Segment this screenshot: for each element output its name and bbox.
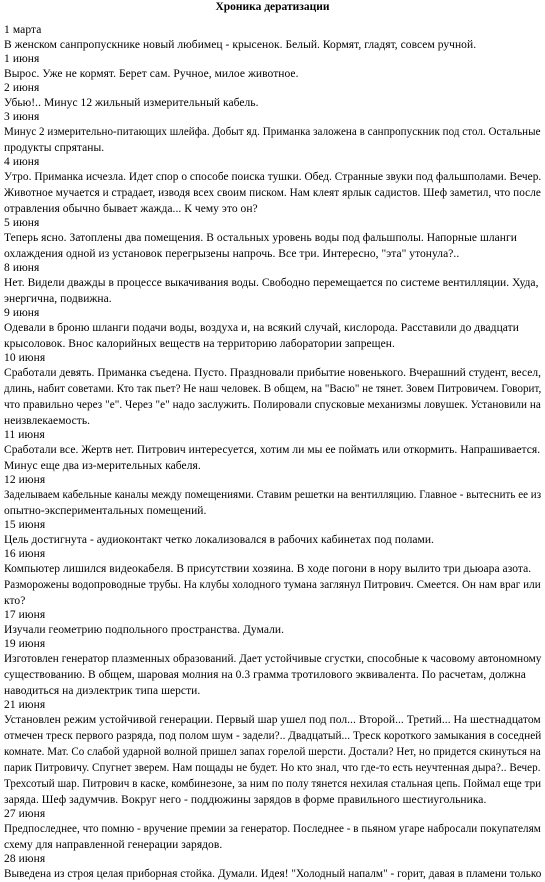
entry-text <box>4 365 541 429</box>
entry-text-line: отмечен треск первого разряда, под полом шум - задели?.. Двадцатый... Треск короткого замыкания в соседней <box>4 730 542 742</box>
entry-text <box>4 320 541 352</box>
diary-entry <box>4 262 541 307</box>
entry-text-line: Компьютер лишился видеокабеля. В присутствии хозяина. В ходе погони в нору вылито три дьюара азота. <box>4 563 532 575</box>
entry-date: 9 июня <box>4 307 40 319</box>
entry-text <box>4 169 541 217</box>
entry-date: 27 июня <box>4 808 46 820</box>
entry-text-line: длинь, набит советами. Кто так пьет? Не наш человек. В общем, на "Васю" не тянет. Зовем Питровичем. Говорит, <box>4 383 542 395</box>
entry-text-line: энергична, подвижна. <box>4 293 112 305</box>
entry-text-line: продукты спрятаны. <box>4 142 105 154</box>
entry-text-line: кто? <box>4 595 26 607</box>
entry-date: 1 марта <box>4 24 42 36</box>
diary-entry <box>4 474 541 519</box>
entry-date: 21 июня <box>4 699 46 711</box>
entry-text-line: охлаждения одной из установок перегрызены напрочь. Все три. Интересно, "эта" утонула?.. <box>4 248 460 260</box>
entry-text <box>4 275 541 307</box>
entry-text <box>4 124 541 156</box>
diary-entry <box>4 808 541 853</box>
entry-date: 2 июня <box>4 82 40 94</box>
diary-entry <box>4 111 541 156</box>
diary-entry <box>4 609 541 638</box>
entry-text-line: неизвлекаемость. <box>4 415 91 427</box>
entry-text-line: Изучали геометрию подпольного пространства. Думали. <box>4 624 284 636</box>
entry-text-line: Одевали в броню шланги подачи воды, воздуха и, на всякий случай, кислорода. Расставили до двадцати <box>4 322 519 334</box>
diary-entry <box>4 156 541 217</box>
diary-entry <box>4 548 541 609</box>
entry-text-line: Сработали девять. Приманка съедена. Пусто. Праздновали прибытие новенького. Вчерашний студент, весел, <box>4 367 542 379</box>
entry-text-line: крысоловок. Внос калорийных веществ на территорию лаборатории запрещен. <box>4 338 395 350</box>
entry-text <box>4 37 541 53</box>
entry-text <box>4 866 541 882</box>
entry-date: 3 июня <box>4 111 40 123</box>
diary-entry <box>4 638 541 699</box>
entry-text-line: Установлен режим устойчивой генерации. Первый шар ушел под пол... Второй... Третий... На шестнадцатом <box>4 714 541 726</box>
diary-entry <box>4 53 541 82</box>
entry-text <box>4 622 541 638</box>
entry-text-line: Выведена из строя целая приборная стойка. Думали. Идея! "Холодный напалм" - горит, давая в пламени только <box>4 868 542 880</box>
entry-text <box>4 561 541 609</box>
diary-entry <box>4 519 541 548</box>
entry-text-line: Минус 2 измерительно-питающих шлейфа. Добыт яд. Приманка заложена в санпропускник под стол. Остальные <box>4 126 541 138</box>
entry-date: 15 июня <box>4 519 46 531</box>
entry-text <box>4 651 541 699</box>
diary-entry <box>4 853 541 882</box>
entry-date: 4 июня <box>4 156 40 168</box>
document <box>4 0 541 882</box>
entry-text <box>4 532 541 548</box>
entry-text <box>4 230 541 262</box>
entry-text-line: Убью!.. Минус 12 жильный измерительный кабель. <box>4 97 259 109</box>
entry-text-line: отравления обычно бывает жажда... К чему это он? <box>4 203 258 215</box>
diary-entry <box>4 352 541 429</box>
entry-text-line: Вырос. Уже не кормят. Берет сам. Ручное, милое животное. <box>4 68 299 80</box>
entry-text-line: Трехсотый шар. Питрович в каске, комбинезоне, за ним по полу тянется нехилая стальная цепь. Поймал еще три <box>4 778 542 790</box>
entry-text-line: опытно-экспериментальных помещений. <box>4 505 207 517</box>
entry-text-line: Цель достигнута - аудиоконтакт четко локализовался в рабочих кабинетах под полами. <box>4 534 434 546</box>
entry-date: 11 июня <box>4 429 45 441</box>
entry-text-line: Сработали все. Жертв нет. Питрович интересуется, хотим ли мы ее поймать или откормить. Напрашивается. <box>4 444 541 456</box>
entry-text <box>4 66 541 82</box>
entry-date: 17 июня <box>4 609 46 621</box>
entry-text-line: наводиться на диэлектрик типа шерсти. <box>4 685 201 697</box>
entry-text-line: Разморожены водопроводные трубы. На клубы холодного тумана заглянул Питрович. Смеется. Он нам враг или <box>4 579 541 591</box>
diary-entry <box>4 429 541 474</box>
entries-list <box>4 24 541 882</box>
diary-entry <box>4 217 541 262</box>
entry-text-line: парик Питровичу. Спугнет зверем. Нам пощады не будет. Но кто знал, что где-то есть неучтенная дыра?.. Вечер. <box>4 762 541 774</box>
entry-date: 10 июня <box>4 352 46 364</box>
entry-text-line: комнате. Мат. Со слабой ударной волной пришел запах горелой шерсти. Достали? Нет, но придется скинуться на <box>4 746 541 758</box>
entry-text-line: существованию. В общем, шаровая молния на 0.3 грамма тротилового эквивалента. По расчетам, должна <box>4 669 526 681</box>
entry-date: 16 июня <box>4 548 46 560</box>
diary-entry <box>4 307 541 352</box>
entry-date: 1 июня <box>4 53 40 65</box>
entry-text-line: Животное мучается и страдает, изводя всех своим писком. Нам клеят ярлык садистов. Шеф заметил, что после <box>4 187 541 199</box>
entry-text-line: Утро. Приманка исчезла. Идет спор о способе поиска тушки. Обед. Странные звуки под фальшполами. Вечер. <box>4 171 542 183</box>
entry-date: 12 июня <box>4 474 46 486</box>
entry-text-line: В женском санпропускнике новый любимец - крысенок. Белый. Кормят, гладят, совсем ручной. <box>4 39 477 51</box>
entry-text <box>4 821 541 853</box>
entry-date: 8 июня <box>4 262 40 274</box>
entry-text-line: Изготовлен генератор плазменных образований. Дает устойчивые сгустки, способные к часовому автономному <box>4 653 542 665</box>
entry-text <box>4 712 541 808</box>
diary-entry <box>4 699 541 808</box>
entry-date: 5 июня <box>4 217 40 229</box>
entry-text <box>4 95 541 111</box>
entry-text-line: Теперь ясно. Затоплены два помещения. В остальных уровень воды под фальшполы. Напорные шланги <box>4 232 517 244</box>
entry-text-line: заряда. Шеф задумчив. Вокруг него - поддюжины зарядов в форме правильного шестиугольника. <box>4 794 487 806</box>
entry-text-line: Минус еще два из-мерительных кабеля. <box>4 460 201 472</box>
entry-text <box>4 442 541 474</box>
diary-entry <box>4 82 541 111</box>
entry-text-line: Нет. Видели дважды в процессе выкачивания воды. Свободно перемещается по системе вентилляции. Худа, <box>4 277 539 289</box>
entry-text <box>4 487 541 519</box>
document-title: Хроника дератизации <box>215 1 330 13</box>
entry-date: 19 июня <box>4 638 46 650</box>
diary-entry <box>4 24 541 53</box>
entry-text-line: что правильно через "е". Через "е" надо заслужить. Полировали спусковые механизмы ловушек. Установили на <box>4 399 541 411</box>
entry-text-line: схему для направленной генерации зарядов. <box>4 839 223 851</box>
entry-text-line: Предпоследнее, что помню - вручение премии за генератор. Последнее - в пьяном угаре набросали покупателям <box>4 823 541 835</box>
entry-date: 28 июня <box>4 853 46 865</box>
entry-text-line: Заделываем кабельные каналы между помещениями. Ставим решетки на вентилляцию. Главное - вытеснить ее из <box>4 489 542 501</box>
